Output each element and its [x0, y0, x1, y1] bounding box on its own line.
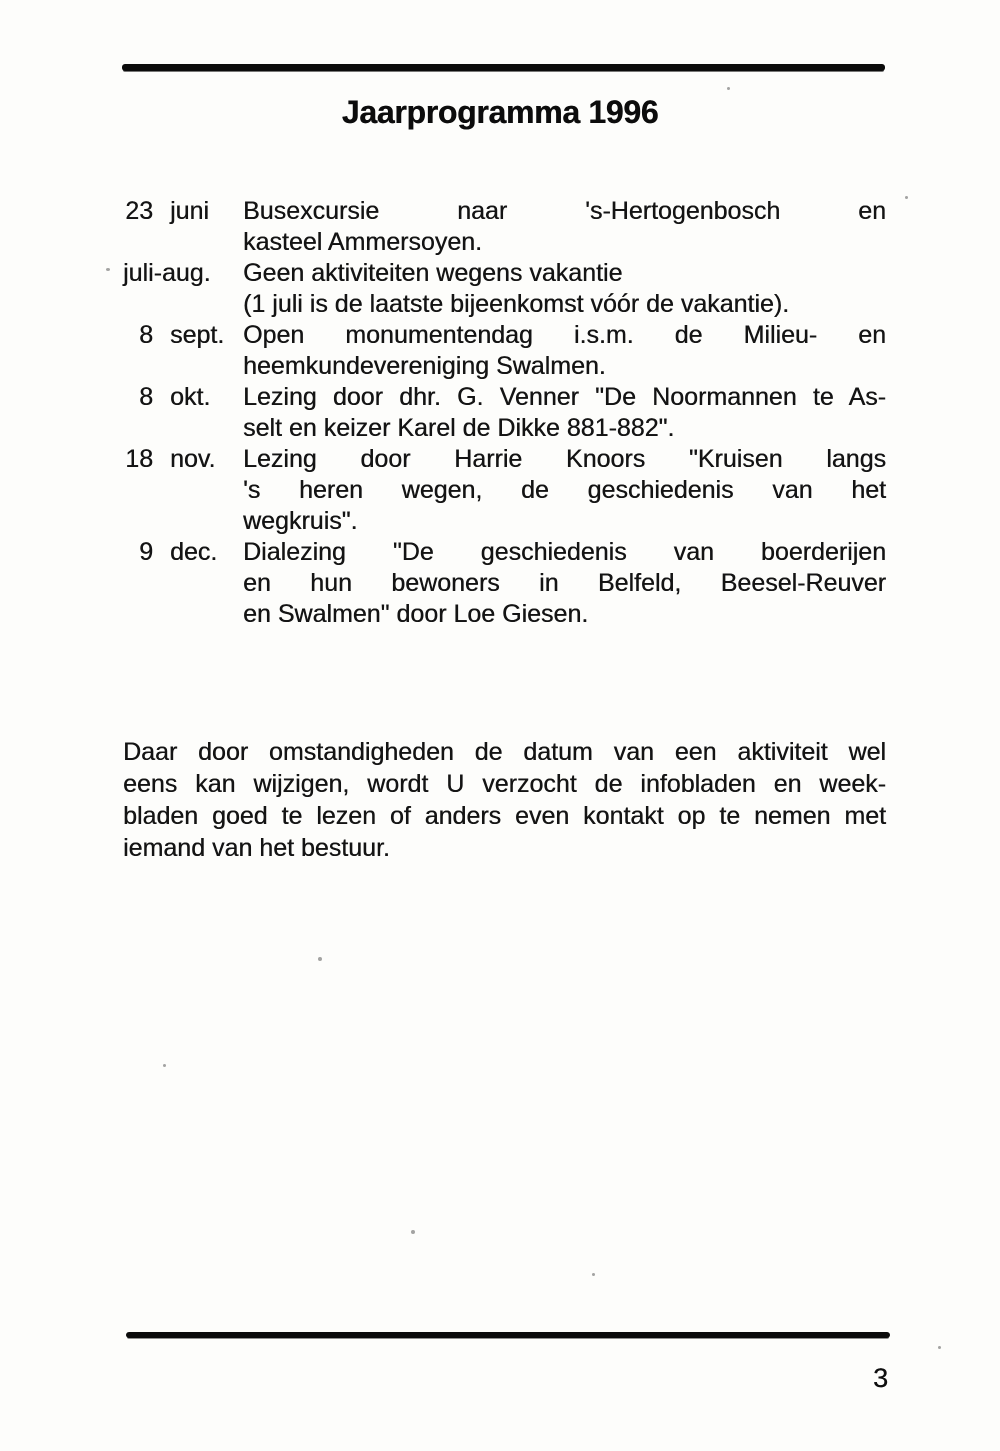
scan-speck [938, 1346, 941, 1349]
entry-date [123, 196, 243, 227]
scan-speck [905, 196, 908, 199]
entry-day: 23 [125, 197, 153, 225]
entry-month: juni [170, 197, 209, 225]
page-number: 3 [872, 1363, 888, 1393]
entry-text-line: selt en keizer Karel de Dikke 881-882". [243, 414, 675, 442]
entry-date [123, 382, 243, 413]
closing-note-line: eens kan wijzigen, wordt U verzocht de infobladen en week- [123, 770, 886, 798]
entry-text-line: (1 juli is de laatste bijeenkomst vóór de vakantie). [243, 290, 790, 318]
entry-day: 8 [139, 383, 153, 411]
schedule-entry [123, 320, 886, 382]
scan-speck [727, 87, 730, 90]
entry-description [243, 537, 886, 630]
entry-text-line: Dialezing "De geschiedenis van boerderijen [243, 538, 886, 566]
scan-speck [106, 268, 110, 271]
bottom-horizontal-rule [126, 1332, 890, 1338]
scan-speck [411, 1230, 415, 1234]
entry-day: 8 [139, 321, 153, 349]
entry-text-line: Lezing door dhr. G. Venner "De Noormannen te As- [243, 383, 886, 411]
entry-text-line: en Swalmen" door Loe Giesen. [243, 600, 589, 628]
entry-description [243, 444, 886, 537]
schedule-entry [123, 444, 886, 537]
entry-month: nov. [170, 445, 216, 473]
entry-text-line: kasteel Ammersoyen. [243, 228, 482, 256]
entry-date [123, 258, 243, 289]
closing-note-line: bladen goed te lezen of anders even kontakt op te nemen met [123, 802, 886, 830]
entry-text-line: Busexcursie naar 's-Hertogenbosch en [243, 197, 886, 225]
closing-note [123, 736, 886, 864]
entry-month: sept. [170, 321, 225, 349]
top-horizontal-rule [122, 64, 885, 71]
entry-text-line: Lezing door Harrie Knoors "Kruisen langs [243, 445, 886, 473]
entry-description [243, 382, 886, 444]
entry-day: 18 [125, 445, 153, 473]
entry-description [243, 320, 886, 382]
entry-date [123, 444, 243, 475]
entry-month: juli-aug. [123, 259, 211, 287]
scan-speck [592, 1273, 595, 1276]
entry-text-line: Geen aktiviteiten wegens vakantie [243, 259, 623, 287]
entry-text-line: heemkundevereniging Swalmen. [243, 352, 606, 380]
closing-note-line: Daar door omstandigheden de datum van een aktiviteit wel [123, 738, 886, 766]
entry-text-line: en hun bewoners in Belfeld, Beesel-Reuver [243, 569, 886, 597]
entry-text-line: Open monumentendag i.s.m. de Milieu- en [243, 321, 886, 349]
entry-text-line: 's heren wegen, de geschiedenis van het [243, 476, 886, 504]
schedule-list [123, 196, 886, 630]
schedule-entry [123, 196, 886, 258]
entry-month: dec. [170, 538, 218, 566]
entry-description [243, 258, 886, 320]
schedule-entry [123, 537, 886, 630]
entry-day: 9 [139, 538, 153, 566]
schedule-entry [123, 382, 886, 444]
entry-text-line: wegkruis". [243, 507, 358, 535]
scan-speck [318, 957, 322, 961]
page-title: Jaarprogramma 1996 [341, 94, 659, 130]
entry-description [243, 196, 886, 258]
schedule-entry [123, 258, 886, 320]
closing-note-line: iemand van het bestuur. [123, 834, 390, 862]
scan-speck [163, 1064, 166, 1067]
entry-month: okt. [170, 383, 211, 411]
entry-date [123, 537, 243, 568]
entry-date [123, 320, 243, 351]
